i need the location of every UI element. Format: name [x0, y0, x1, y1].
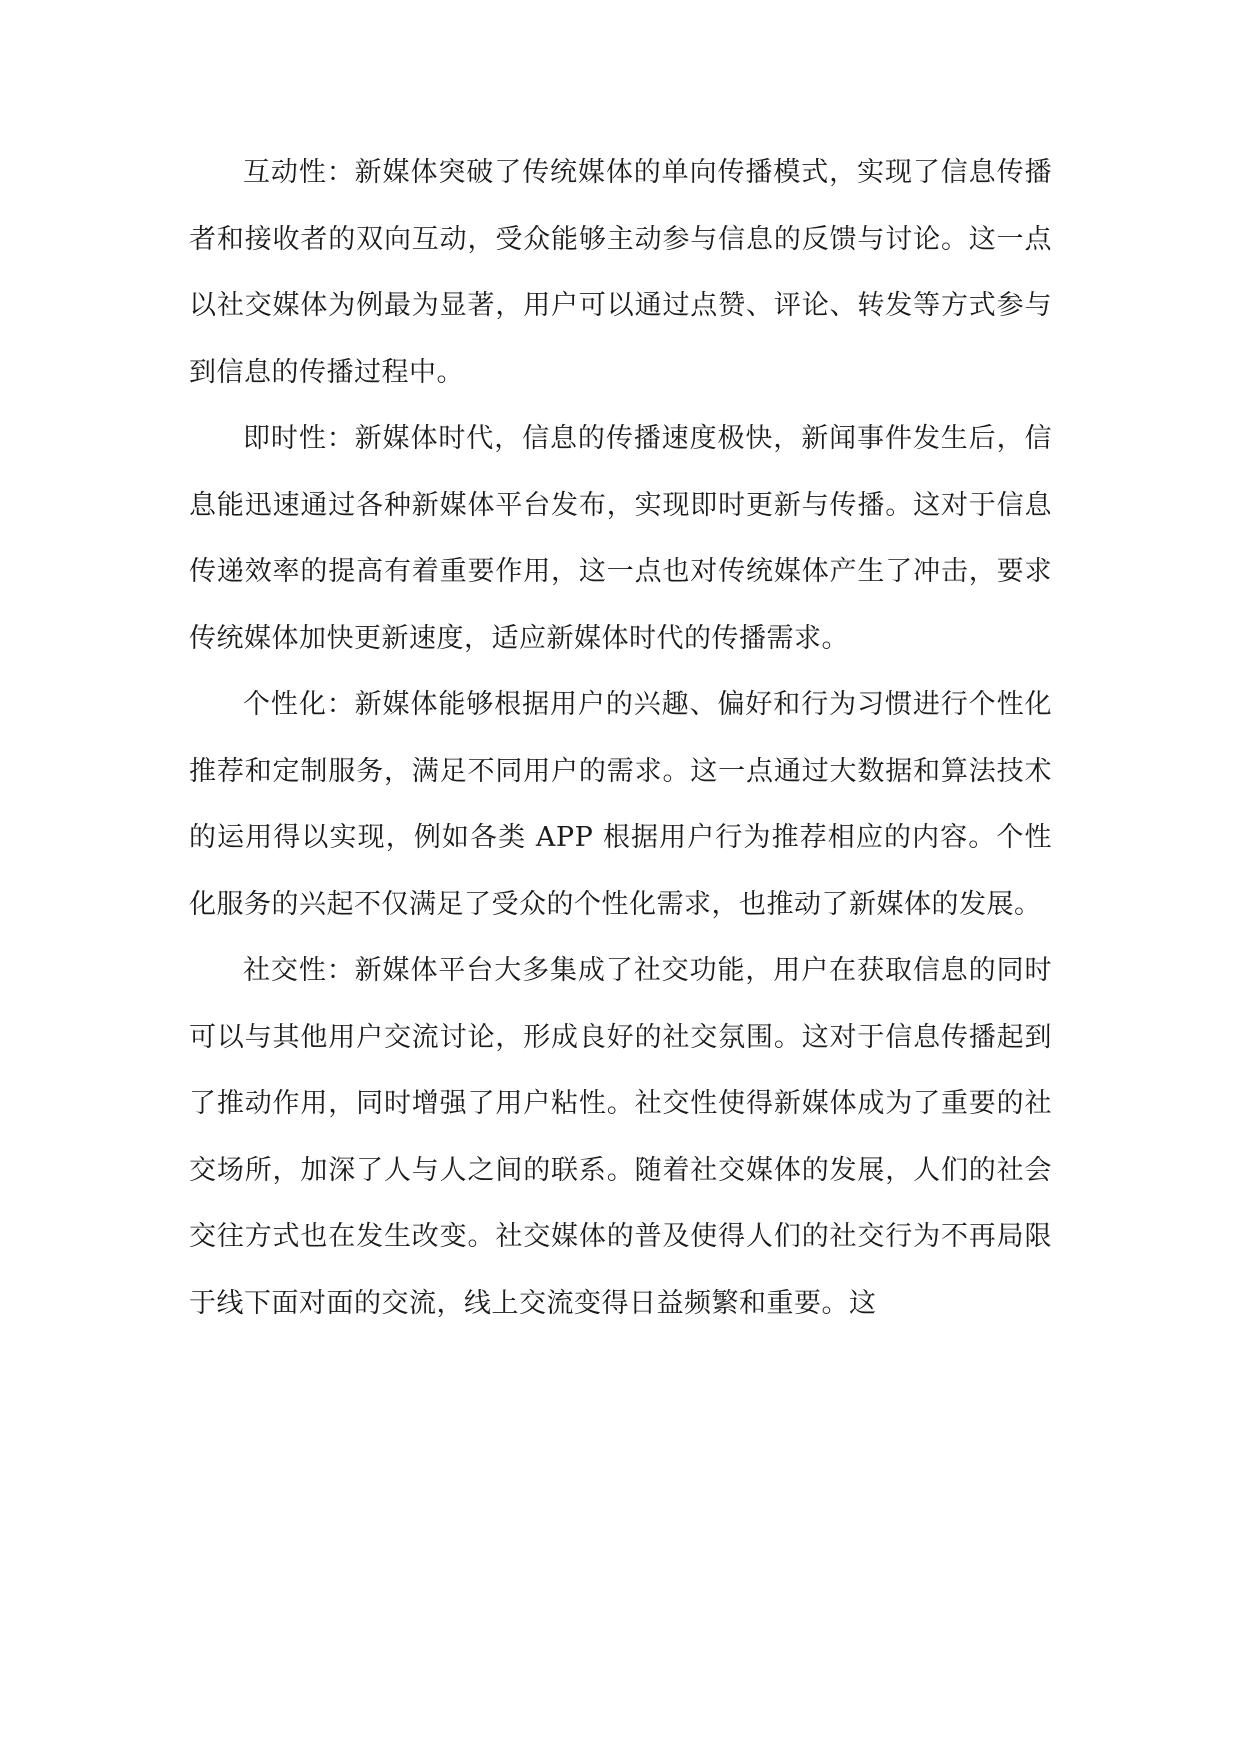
paragraph-personalization: 个性化：新媒体能够根据用户的兴趣、偏好和行为习惯进行个性化推荐和定制服务，满足不同用户的需求。这一点通过大数据和算法技术的运用得以实现，例如各类 APP 根据用户行为推荐相应的内容。个性化服务的兴起不仅满足了受众的个性化需求，也推动了新媒体的发展。 — [189, 689, 1052, 920]
paragraph-immediacy: 即时性：新媒体时代，信息的传播速度极快，新闻事件发生后，信息能迅速通过各种新媒体平台发布，实现即时更新与传播。这对于信息传递效率的提高有着重要作用，这一点也对传统媒体产生了冲击，要求传统媒体加快更新速度，适应新媒体时代的传播需求。 — [189, 423, 1052, 654]
paragraph-interactivity: 互动性：新媒体突破了传统媒体的单向传播模式，实现了信息传播者和接收者的双向互动，受众能够主动参与信息的反馈与讨论。这一点以社交媒体为例最为显著，用户可以通过点赞、评论、转发等方式参与到信息的传播过程中。 — [189, 157, 1052, 388]
paragraph-sociality: 社交性：新媒体平台大多集成了社交功能，用户在获取信息的同时可以与其他用户交流讨论，形成良好的社交氛围。这对于信息传播起到了推动作用，同时增强了用户粘性。社交性使得新媒体成为了重要的社交场所，加深了人与人之间的联系。随着社交媒体的发展，人们的社会交往方式也在发生改变。社交媒体的普及使得人们的社交行为不再局限于线下面对面的交流，线上交流变得日益频繁和重要。这 — [189, 955, 1052, 1319]
document-body — [189, 140, 1052, 1337]
